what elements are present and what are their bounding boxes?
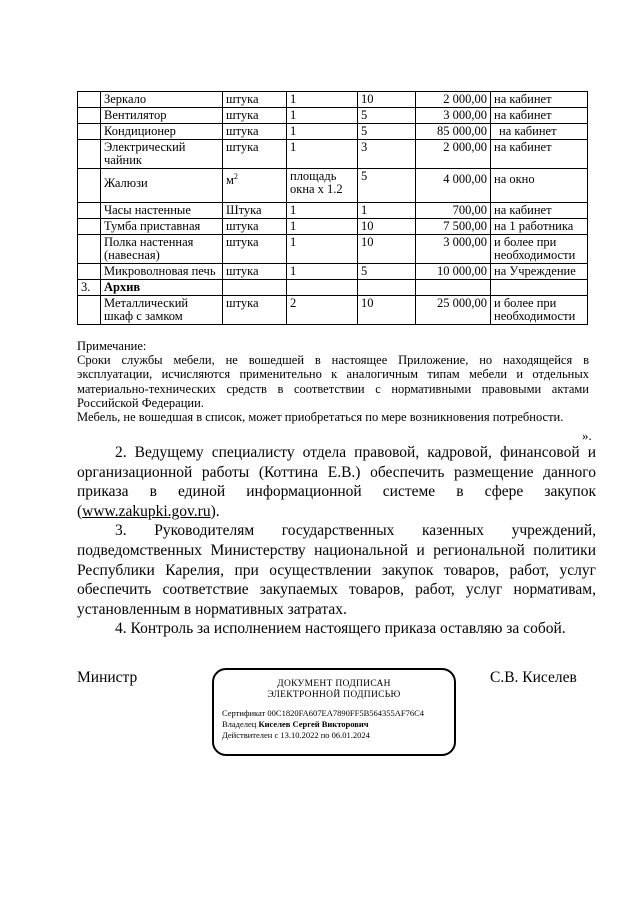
cell-life: 10 xyxy=(358,235,416,264)
cell-price xyxy=(416,169,491,203)
cell-life: 5 xyxy=(358,108,416,124)
cell-note: на кабинет xyxy=(491,140,588,169)
cell-note xyxy=(491,169,588,203)
cell-qty: 1 xyxy=(287,92,358,108)
cell-price: 25 000,00 xyxy=(416,296,491,325)
cell-life: 5 xyxy=(358,264,416,280)
order-body xyxy=(77,443,596,639)
stamp-cert-value: 00C1820FA607EA7890FF5B564355AF76C4 xyxy=(267,708,425,718)
cell-unit: штука xyxy=(223,124,287,140)
order-item-2-end: ). xyxy=(210,502,220,520)
stamp-valid-to-label: по xyxy=(320,730,330,740)
table-row xyxy=(78,296,588,325)
cell-qty: 1 xyxy=(287,235,358,264)
cell-num xyxy=(78,264,101,280)
cell-qty: 1 xyxy=(287,140,358,169)
table-row xyxy=(78,235,588,264)
cell-note: и более при необходимости xyxy=(491,235,588,264)
furniture-norms-table xyxy=(77,91,588,325)
cell-qty: площадь окна х 1.2 xyxy=(287,169,358,203)
stamp-validity xyxy=(214,730,454,741)
cell-name: Зеркало xyxy=(101,92,223,108)
cell-life: 1 xyxy=(358,203,416,219)
cell-empty xyxy=(416,280,491,296)
zakupki-link[interactable]: www.zakupki.gov.ru xyxy=(82,502,211,520)
cell-num xyxy=(78,219,101,235)
stamp-owner xyxy=(214,719,454,730)
cell-empty xyxy=(491,280,588,296)
signature-position: Министр xyxy=(77,669,138,686)
cell-unit xyxy=(223,169,287,203)
notes-paragraph-2: Мебель, не вошедшая в список, может приобретаться по мере возникновения потребности. xyxy=(77,410,564,425)
cell-qty: 1 xyxy=(287,108,358,124)
cell-empty xyxy=(287,280,358,296)
cell-qty: 1 xyxy=(287,219,358,235)
cell-price: 2 000,00 xyxy=(416,140,491,169)
section-number: 3. xyxy=(78,280,101,296)
cell-num xyxy=(78,124,101,140)
stamp-title-line-1: ДОКУМЕНТ ПОДПИСАН xyxy=(277,679,391,689)
cell-note: на кабинет xyxy=(491,108,588,124)
cell-price-text: 4 000,00 xyxy=(443,172,487,186)
electronic-signature-stamp xyxy=(212,668,456,756)
table-row xyxy=(78,203,588,219)
cell-empty xyxy=(223,280,287,296)
stamp-valid-label: Действителен с xyxy=(222,730,279,740)
cell-num xyxy=(78,108,101,124)
stamp-owner-label: Владелец xyxy=(222,719,257,729)
notes-paragraph-1: Сроки службы мебели, не вошедшей в настоящее Приложение, но находящейся в эксплуатации, исчисляются применительно к аналогичным типам мебели и отдельных материально-технических средств в соответствии с нормативными правовыми актами Российской Федерации. xyxy=(77,353,589,410)
cell-price: 10 000,00 xyxy=(416,264,491,280)
unit-text: м xyxy=(226,173,234,188)
order-item-2-text: 2. Ведущему специалисту отдела правовой, кадровой, финансовой и организационной работы (Коттина Е.В.) обеспечить размещение данного приказа в единой информационной системе в сфере закупок ( xyxy=(77,444,596,520)
cell-qty: 1 xyxy=(287,203,358,219)
cell-unit: штука xyxy=(223,140,287,169)
stamp-certificate xyxy=(214,708,454,719)
unit-superscript: 2 xyxy=(233,172,238,181)
cell-unit: штука xyxy=(223,92,287,108)
table-row xyxy=(78,92,588,108)
cell-qty: 1 xyxy=(287,264,358,280)
cell-price: 3 000,00 xyxy=(416,108,491,124)
cell-note xyxy=(491,124,588,140)
cell-price: 3 000,00 xyxy=(416,235,491,264)
cell-name: Микроволновая печь xyxy=(101,264,223,280)
cell-num xyxy=(78,296,101,325)
cell-qty: 1 xyxy=(287,124,358,140)
cell-life: 3 xyxy=(358,140,416,169)
cell-life: 10 xyxy=(358,92,416,108)
cell-note: на Учреждение xyxy=(491,264,588,280)
cell-name: Тумба приставная xyxy=(101,219,223,235)
cell-name: Электрический чайник xyxy=(101,140,223,169)
cell-num xyxy=(78,235,101,264)
cell-unit: штука xyxy=(223,219,287,235)
table-notes xyxy=(77,339,589,424)
cell-note: на кабинет xyxy=(491,203,588,219)
closing-quote: ». xyxy=(582,428,592,443)
section-title: Архив xyxy=(101,280,223,296)
table-row xyxy=(78,264,588,280)
cell-name-text: Жалюзи xyxy=(104,176,148,190)
table-row xyxy=(78,108,588,124)
cell-price: 7 500,00 xyxy=(416,219,491,235)
cell-num xyxy=(78,169,101,203)
table-row xyxy=(78,169,588,203)
cell-unit: штука xyxy=(223,296,287,325)
cell-unit: Штука xyxy=(223,203,287,219)
order-item-4: 4. Контроль за исполнением настоящего приказа оставляю за собой. xyxy=(115,620,566,638)
stamp-cert-label: Сертификат xyxy=(222,708,266,718)
table-section-row xyxy=(78,280,588,296)
table-row xyxy=(78,219,588,235)
cell-price: 2 000,00 xyxy=(416,92,491,108)
stamp-header xyxy=(214,679,454,701)
cell-note: на 1 работника xyxy=(491,219,588,235)
stamp-valid-to: 06.01.2024 xyxy=(331,730,370,740)
cell-price: 85 000,00 xyxy=(416,124,491,140)
stamp-title-line-2: ЭЛЕКТРОННОЙ ПОДПИСЬЮ xyxy=(267,690,401,700)
cell-num xyxy=(78,92,101,108)
cell-name xyxy=(101,169,223,203)
order-item-2 xyxy=(77,443,596,521)
cell-price: 700,00 xyxy=(416,203,491,219)
cell-name: Часы настенные xyxy=(101,203,223,219)
table-row xyxy=(78,140,588,169)
cell-life: 5 xyxy=(358,169,416,203)
cell-note-text: на кабинет xyxy=(499,124,557,138)
cell-note: на кабинет xyxy=(491,92,588,108)
table-row xyxy=(78,124,588,140)
cell-note: и более при необходимости xyxy=(491,296,588,325)
cell-num xyxy=(78,203,101,219)
cell-unit: штука xyxy=(223,264,287,280)
cell-unit: штука xyxy=(223,108,287,124)
stamp-valid-from: 13.10.2022 xyxy=(280,730,319,740)
cell-name: Металлический шкаф с замком xyxy=(101,296,223,325)
cell-unit: штука xyxy=(223,235,287,264)
cell-life: 10 xyxy=(358,219,416,235)
notes-heading: Примечание: xyxy=(77,339,147,353)
cell-name: Вентилятор xyxy=(101,108,223,124)
cell-life: 10 xyxy=(358,296,416,325)
stamp-owner-value: Киселев Сергей Викторович xyxy=(258,719,369,729)
cell-name: Полка настенная (навесная) xyxy=(101,235,223,264)
cell-qty: 2 xyxy=(287,296,358,325)
cell-name: Кондиционер xyxy=(101,124,223,140)
cell-num xyxy=(78,140,101,169)
order-item-3: 3. Руководителям государственных казенных учреждений, подведомственных Министерству национальной и региональной политики Республики Карелия, при осуществлении закупок товаров, работ, услуг обеспечить соответствие закупаемых товаров, работ, услуг нормативам, установленным в нормативных затратах. xyxy=(77,522,596,618)
cell-empty xyxy=(358,280,416,296)
cell-note-text: на окно xyxy=(494,172,535,186)
signature-name: С.В. Киселев xyxy=(490,669,577,686)
cell-life: 5 xyxy=(358,124,416,140)
